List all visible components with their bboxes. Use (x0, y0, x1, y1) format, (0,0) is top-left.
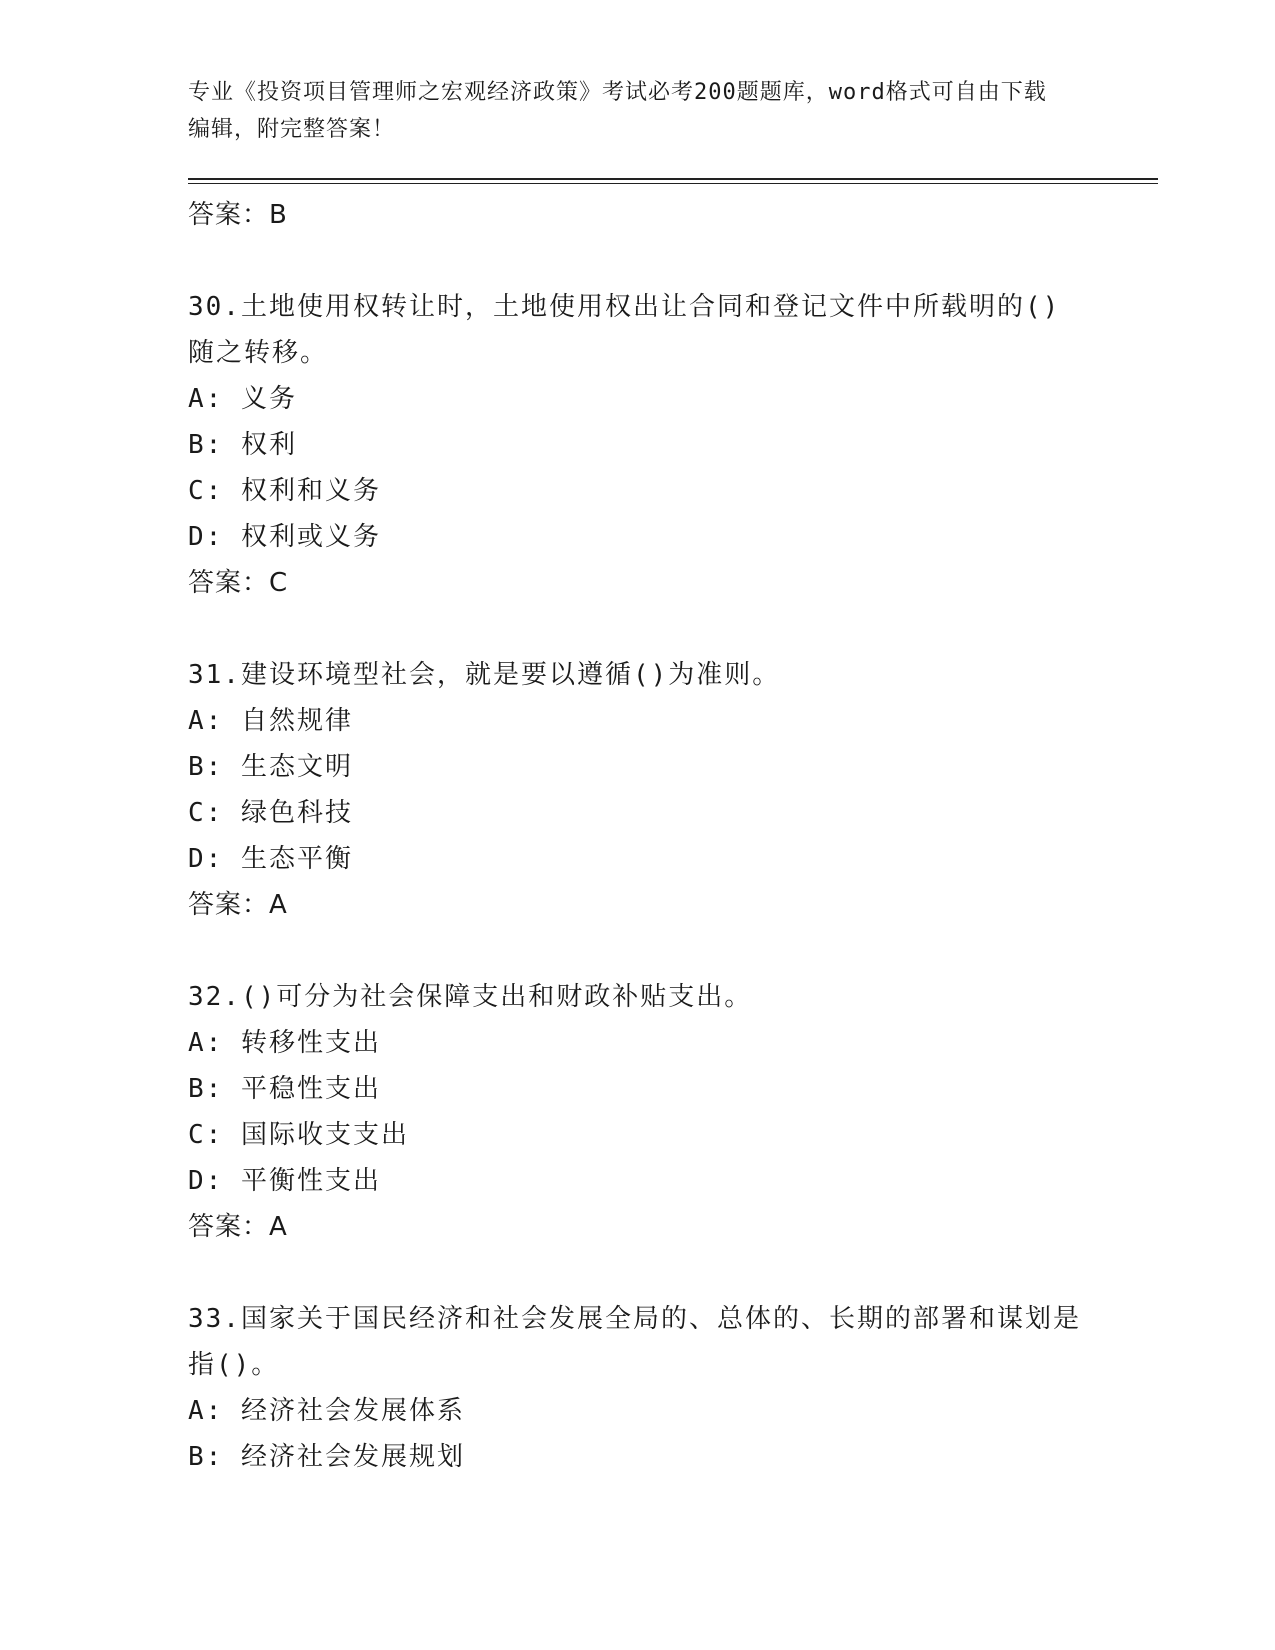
option-b: B: 生态文明 (188, 752, 353, 782)
question-stem: 32.()可分为社会保障支出和财政补贴支出。 (188, 982, 753, 1012)
question-32 (188, 974, 1088, 1250)
question-stem: 30.土地使用权转让时，土地使用权出让合同和登记文件中所载明的()随之转移。 (188, 292, 1061, 368)
option-a: A: 义务 (188, 384, 297, 414)
option-a: A: 转移性支出 (188, 1028, 381, 1058)
option-c: C: 绿色科技 (188, 798, 353, 828)
question-stem: 31.建设环境型社会，就是要以遵循()为准则。 (188, 660, 781, 690)
option-d: D: 生态平衡 (188, 844, 353, 874)
previous-answer: 答案：B (188, 200, 288, 230)
header-divider-thick (188, 178, 1158, 180)
option-b: B: 经济社会发展规划 (188, 1442, 465, 1472)
question-30 (188, 284, 1088, 606)
answer: 答案：A (188, 890, 288, 920)
option-b: B: 平稳性支出 (188, 1074, 381, 1104)
question-list (188, 190, 1088, 1480)
question-stem: 33.国家关于国民经济和社会发展全局的、总体的、长期的部署和谋划是指()。 (188, 1304, 1081, 1380)
question-31 (188, 652, 1088, 928)
option-b: B: 权利 (188, 430, 297, 460)
option-d: D: 平衡性支出 (188, 1166, 381, 1196)
option-c: C: 权利和义务 (188, 476, 381, 506)
option-a: A: 经济社会发展体系 (188, 1396, 465, 1426)
answer: 答案：C (188, 568, 289, 598)
document-header-text: 专业《投资项目管理师之宏观经济政策》考试必考200题题库，word格式可自由下载编辑，附完整答案！ (188, 80, 1047, 142)
header-divider-thin (188, 183, 1158, 184)
option-d: D: 权利或义务 (188, 522, 381, 552)
option-a: A: 自然规律 (188, 706, 353, 736)
answer: 答案：A (188, 1212, 288, 1242)
question-33 (188, 1296, 1088, 1480)
option-c: C: 国际收支支出 (188, 1120, 409, 1150)
